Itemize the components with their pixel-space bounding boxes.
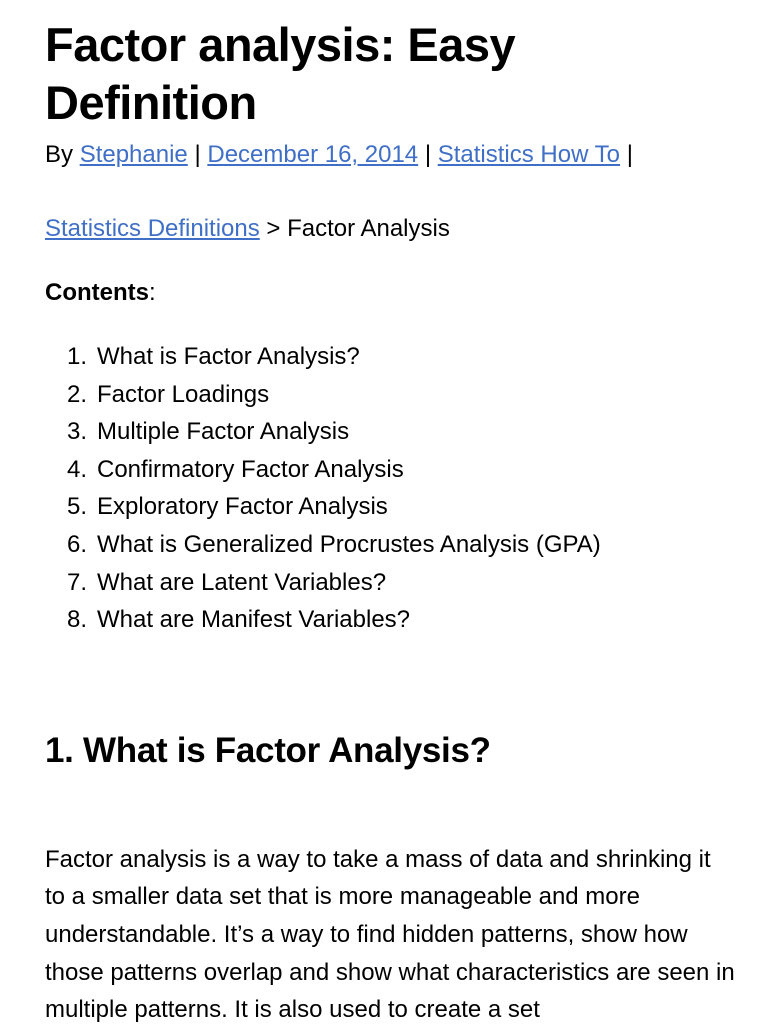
- toc-item-number: 5.: [66, 493, 87, 521]
- toc-item-number: 3.: [66, 418, 87, 446]
- toc-item[interactable]: [45, 413, 723, 451]
- byline-separator: |: [418, 141, 438, 168]
- byline-by: By: [45, 141, 80, 168]
- table-of-contents: [45, 338, 723, 639]
- toc-item-label[interactable]: What is Generalized Procrustes Analysis (GPA): [97, 530, 601, 558]
- author-link[interactable]: Stephanie: [79, 141, 188, 168]
- toc-item[interactable]: [45, 601, 723, 639]
- toc-item-label[interactable]: What are Manifest Variables?: [97, 606, 411, 634]
- site-link[interactable]: Statistics How To: [437, 141, 621, 168]
- breadcrumb: [45, 214, 723, 244]
- toc-item-label[interactable]: Multiple Factor Analysis: [97, 418, 350, 446]
- toc-item[interactable]: [45, 376, 723, 414]
- toc-item-number: 8.: [66, 606, 87, 634]
- page-title: Factor analysis: Easy Definition: [45, 18, 516, 129]
- toc-item-label[interactable]: Factor Loadings: [97, 380, 270, 408]
- toc-item-number: 2.: [66, 380, 87, 408]
- toc-item-label[interactable]: What are Latent Variables?: [97, 568, 387, 596]
- toc-item[interactable]: [45, 488, 723, 526]
- section-heading: 1. What is Factor Analysis?: [45, 730, 491, 770]
- contents-label-text: Contents: [45, 279, 149, 306]
- byline-separator: |: [187, 141, 208, 168]
- toc-item-number: 7.: [66, 568, 87, 596]
- toc-item[interactable]: [45, 526, 723, 564]
- breadcrumb-separator: >: [259, 215, 288, 242]
- toc-item[interactable]: [45, 564, 723, 602]
- toc-item-number: 4.: [66, 455, 87, 483]
- contents-label-colon: :: [149, 279, 156, 306]
- contents-label: [45, 278, 723, 308]
- toc-item[interactable]: [45, 338, 723, 376]
- breadcrumb-current: Factor Analysis: [287, 215, 450, 242]
- section-paragraph: Factor analysis is a way to take a mass of data and shrinking it to a smaller data set that is more manageable and more understandable. It’s a way to find hidden patterns, show how those patterns overlap and show what characteristics are seen in multiple patterns. It is also used to create a set: [45, 845, 735, 1024]
- date-link[interactable]: December 16, 2014: [207, 141, 419, 168]
- toc-item-number: 1.: [66, 343, 87, 370]
- toc-item[interactable]: [45, 451, 723, 489]
- toc-item-label[interactable]: Exploratory Factor Analysis: [97, 493, 388, 521]
- byline-separator: |: [620, 141, 633, 168]
- byline: [45, 140, 723, 170]
- breadcrumb-parent-link[interactable]: Statistics Definitions: [45, 215, 260, 242]
- toc-item-label[interactable]: Confirmatory Factor Analysis: [97, 455, 404, 483]
- toc-item-number: 6.: [66, 530, 87, 558]
- toc-item-label[interactable]: What is Factor Analysis?: [97, 343, 360, 370]
